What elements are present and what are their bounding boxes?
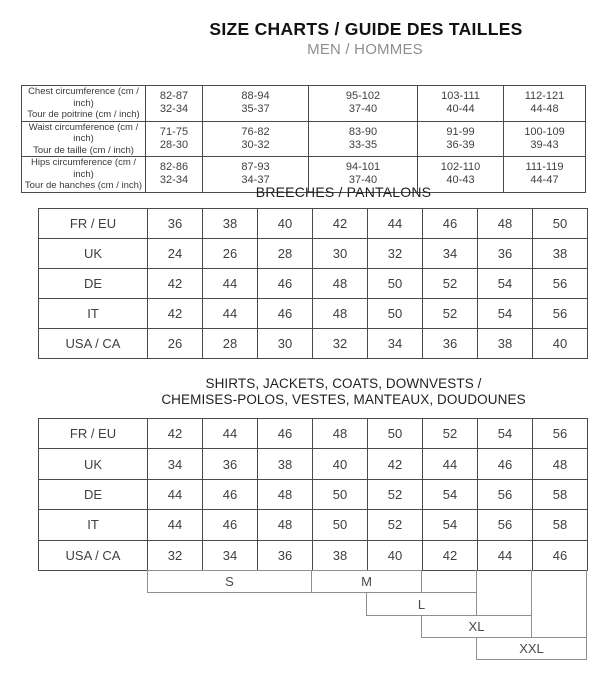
- size-cell: 56: [478, 479, 533, 509]
- size-cell: 46: [258, 269, 313, 299]
- label-en: Waist circumference (cm / inch): [28, 121, 139, 144]
- size-cell: 32: [148, 540, 203, 570]
- size-cell: 48: [313, 299, 368, 329]
- breeches-table: [38, 208, 588, 359]
- size-cell: 50: [533, 209, 588, 239]
- size-cell: 32: [313, 329, 368, 359]
- shirts-heading-line2: CHEMISES-POLOS, VESTES, MANTEAUX, DOUDOUNES: [161, 391, 526, 407]
- row-label: IT: [39, 510, 148, 540]
- size-cell: 54: [423, 479, 478, 509]
- size-cell: 50: [368, 269, 423, 299]
- measurement-label: [22, 86, 146, 122]
- measurement-cell: 88-94 35-37: [203, 86, 309, 122]
- size-cell: 36: [423, 329, 478, 359]
- row-label: FR / EU: [39, 419, 148, 449]
- size-cell: 48: [313, 419, 368, 449]
- size-cell: 56: [533, 419, 588, 449]
- measurement-label: [22, 121, 146, 157]
- size-cell: 36: [258, 540, 313, 570]
- measurement-cell: 71-75 28-30: [146, 121, 203, 157]
- row-label: IT: [39, 299, 148, 329]
- row-label: UK: [39, 239, 148, 269]
- size-cell: 54: [478, 419, 533, 449]
- table-row-fr-eu: [39, 209, 588, 239]
- size-cell: 40: [258, 209, 313, 239]
- measurements-table: [21, 85, 586, 193]
- measurement-cell: 76-82 30-32: [203, 121, 309, 157]
- size-cell: 34: [368, 329, 423, 359]
- size-cell: 52: [423, 299, 478, 329]
- row-label: DE: [39, 269, 148, 299]
- size-cell: 44: [148, 479, 203, 509]
- size-cell: 38: [533, 239, 588, 269]
- size-cell: 40: [533, 329, 588, 359]
- size-cell: 44: [368, 209, 423, 239]
- size-cell: 48: [478, 209, 533, 239]
- table-row-it: [39, 510, 588, 540]
- size-cell: 46: [478, 449, 533, 479]
- page-subtitle: MEN / HOMMES: [307, 41, 423, 58]
- size-cell: 46: [423, 209, 478, 239]
- size-cell: 24: [148, 239, 203, 269]
- size-cell: 58: [533, 510, 588, 540]
- label-en: Hips circumference (cm / inch): [30, 157, 137, 180]
- size-group-xxl: XXL: [476, 637, 587, 660]
- size-cell: 46: [258, 299, 313, 329]
- measurement-cell: 100-109 39-43: [504, 121, 586, 157]
- page-title: SIZE CHARTS / GUIDE DES TAILLES: [209, 19, 523, 39]
- row-label: DE: [39, 479, 148, 509]
- size-cell: 38: [203, 209, 258, 239]
- size-cell: 56: [478, 510, 533, 540]
- size-cell: 50: [368, 419, 423, 449]
- size-cell: 46: [258, 419, 313, 449]
- size-cell: 40: [313, 449, 368, 479]
- size-cell: 34: [203, 540, 258, 570]
- shirts-table: [38, 418, 588, 571]
- size-cell: 38: [258, 449, 313, 479]
- label-en: Chest circumference (cm / inch): [28, 86, 139, 109]
- size-cell: 54: [423, 510, 478, 540]
- size-cell: 52: [368, 510, 423, 540]
- size-cell: 40: [368, 540, 423, 570]
- table-row-waist: [22, 121, 586, 157]
- size-cell: 38: [313, 540, 368, 570]
- size-cell: 30: [258, 329, 313, 359]
- size-cell: 44: [148, 510, 203, 540]
- size-cell: 36: [478, 239, 533, 269]
- size-cell: 34: [423, 239, 478, 269]
- row-label: FR / EU: [39, 209, 148, 239]
- row-label: USA / CA: [39, 540, 148, 570]
- table-row-fr-eu: [39, 419, 588, 449]
- size-cell: 46: [533, 540, 588, 570]
- table-row-uk: [39, 449, 588, 479]
- size-group-s: S: [147, 570, 312, 593]
- measurement-cell: 95-102 37-40: [309, 86, 418, 122]
- size-cell: 26: [203, 239, 258, 269]
- row-label: USA / CA: [39, 329, 148, 359]
- size-cell: 28: [203, 329, 258, 359]
- measurement-cell: 102-110 40-43: [418, 157, 504, 193]
- size-group-m: M: [311, 570, 422, 593]
- size-cell: 54: [478, 299, 533, 329]
- size-cell: 42: [368, 449, 423, 479]
- size-cell: 52: [423, 269, 478, 299]
- size-group-l: L: [366, 592, 477, 616]
- size-cell: 44: [203, 419, 258, 449]
- size-cell: 52: [368, 479, 423, 509]
- size-cell: 42: [148, 419, 203, 449]
- size-cell: 46: [203, 510, 258, 540]
- table-row-usa-ca: [39, 329, 588, 359]
- size-cell: 38: [478, 329, 533, 359]
- table-row-de: [39, 479, 588, 509]
- shirts-heading-line1: SHIRTS, JACKETS, COATS, DOWNVESTS /: [205, 376, 482, 391]
- size-cell: 26: [148, 329, 203, 359]
- measurement-cell: 87-93 34-37: [203, 157, 309, 193]
- size-cell: 44: [203, 269, 258, 299]
- measurement-cell: 91-99 36-39: [418, 121, 504, 157]
- size-cell: 28: [258, 239, 313, 269]
- label-fr: Tour de taille (cm / inch): [33, 144, 134, 156]
- size-cell: 46: [203, 479, 258, 509]
- measurement-cell: 112-121 44-48: [504, 86, 586, 122]
- size-cell: 56: [533, 299, 588, 329]
- label-fr: Tour de poitrine (cm / inch): [27, 109, 140, 120]
- table-row-chest: [22, 86, 586, 122]
- size-cell: 42: [423, 540, 478, 570]
- measurement-cell: 82-87 32-34: [146, 86, 203, 122]
- size-cell: 32: [368, 239, 423, 269]
- size-cell: 36: [148, 209, 203, 239]
- size-cell: 44: [423, 449, 478, 479]
- measurement-cell: 82-86 32-34: [146, 157, 203, 193]
- size-cell: 54: [478, 269, 533, 299]
- size-cell: 48: [258, 479, 313, 509]
- size-cell: 44: [478, 540, 533, 570]
- size-group-xl: XL: [421, 615, 532, 638]
- bracket-drop-line: [586, 570, 587, 638]
- size-cell: 30: [313, 239, 368, 269]
- size-cell: 50: [313, 510, 368, 540]
- measurement-cell: 83-90 33-35: [309, 121, 418, 157]
- measurement-cell: 111-119 44-47: [504, 157, 586, 193]
- size-cell: 50: [313, 479, 368, 509]
- size-cell: 52: [423, 419, 478, 449]
- bracket-drop-line: [476, 570, 477, 593]
- size-cell: 58: [533, 479, 588, 509]
- size-cell: 34: [148, 449, 203, 479]
- size-cell: 50: [368, 299, 423, 329]
- size-cell: 42: [313, 209, 368, 239]
- size-cell: 48: [258, 510, 313, 540]
- measurement-cell: 94-101 37-40: [309, 157, 418, 193]
- label-fr: Tour de hanches (cm / inch): [24, 180, 143, 191]
- size-cell: 36: [203, 449, 258, 479]
- measurement-cell: 103-111 40-44: [418, 86, 504, 122]
- shirts-heading: [100, 376, 587, 407]
- size-cell: 42: [148, 269, 203, 299]
- size-cell: 48: [533, 449, 588, 479]
- size-cell: 42: [148, 299, 203, 329]
- size-cell: 48: [313, 269, 368, 299]
- bracket-drop-line: [531, 570, 532, 616]
- table-row-uk: [39, 239, 588, 269]
- breeches-heading: BREECHES / PANTALONS: [255, 184, 432, 200]
- table-row-usa-ca: [39, 540, 588, 570]
- table-row-it: [39, 299, 588, 329]
- row-label: UK: [39, 449, 148, 479]
- size-cell: 56: [533, 269, 588, 299]
- size-cell: 44: [203, 299, 258, 329]
- table-row-de: [39, 269, 588, 299]
